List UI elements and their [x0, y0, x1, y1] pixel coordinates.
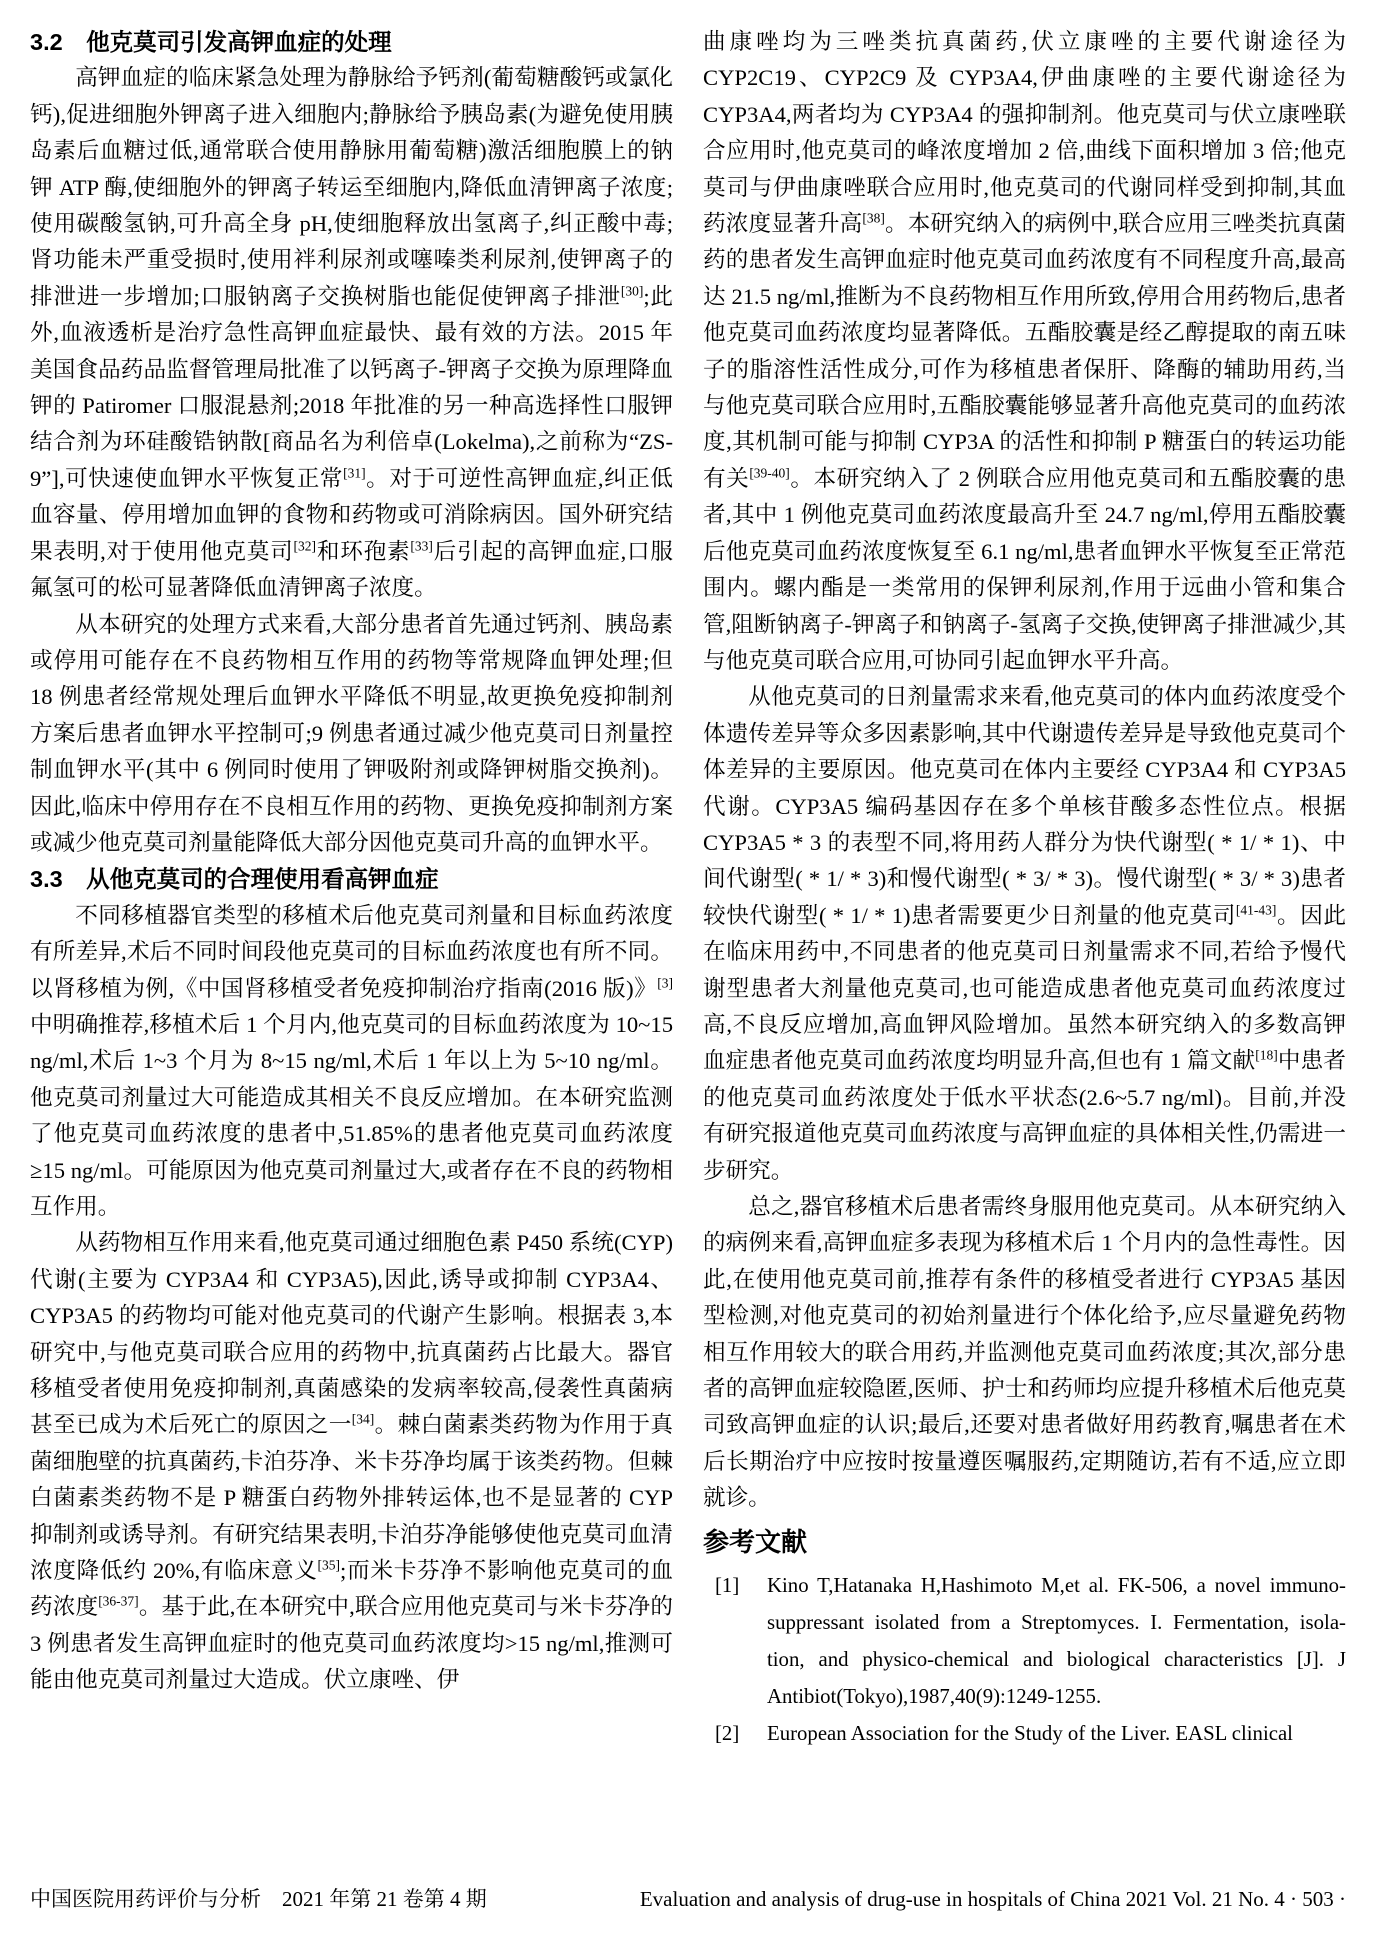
section-heading: 3.2 他克莫司引发高钾血症的处理: [30, 29, 392, 55]
citation-ref: [18]: [1255, 1047, 1278, 1063]
paragraph: 曲康唑均为三唑类抗真菌药,伏立康唑的主要代谢途径为 CYP2C19、CYP2C9 及 CYP3A4,伊曲康唑的主要代谢途径为 CYP3A4,两者均为 CYP3A4 的强抑制剂。他克莫司与伏立康唑联合应用时,他克莫司的峰浓度增加 2 倍,曲线下面积增加 3 倍;他克莫司与伊曲康唑联合应用时,他克莫司的代谢同样受到抑制,其血药浓度显著升高[38]。本研究纳入的病例中,联合应用三唑类抗真菌药的患者发生高钾血症时他克莫司血药浓度有不同程度升高,最高达 21.5 ng/ml,推断为不良药物相互作用所致,停用合用药物后,患者他克莫司血药浓度均显著降低。五酯胶囊是经乙醇提取的南五味子的脂溶性活性成分,可作为移植患者保肝、降酶的辅助用药,当与他克莫司联合应用时,五酯胶囊能够显著升高他克莫司的血药浓度,其机制可能与抑制 CYP3A 的活性和抑制 P 糖蛋白的转运功能有关[39-40]。本研究纳入了 2 例联合应用他克莫司和五酯胶囊的患者,其中 1 例他克莫司血药浓度最高升至 24.7 ng/ml,停用五酯胶囊后他克莫司血药浓度恢复至 6.1 ng/ml,患者血钾水平恢复至正常范围内。螺内酯是一类常用的保钾利尿剂,作用于远曲小管和集合管,阻断钠离子-钾离子和钠离子-氢离子交换,使钾离子排泄减少,其与他克莫司联合应用,可协同引起血钾水平升高。: [703, 29, 1347, 673]
citation-ref: [34]: [351, 1411, 375, 1427]
citation-ref: [41-43]: [1235, 902, 1277, 918]
paragraph: 从他克莫司的日剂量需求来看,他克莫司的体内血药浓度受个体遗传差异等众多因素影响,其中代谢遗传差异是导致他克莫司个体差异的主要原因。他克莫司在体内主要经 CYP3A4 和 CYP3A5 代谢。CYP3A5 编码基因存在多个单核苷酸多态性位点。根据 CYP3A5 * 3 的表型不同,将用药人群分为快代谢型( * 1/ * 1)、中间代谢型( * 1/ * 3)和慢代谢型( * 3/ * 3)。慢代谢型( * 3/ * 3)患者较快代谢型( * 1/ * 1)患者需要更少日剂量的他克莫司[41-43]。因此在临床用药中,不同患者的他克莫司日剂量需求不同,若给予慢代谢型患者大剂量他克莫司,也可能造成患者他克莫司血药浓度过高,不良反应增加,高血钾风险增加。虽然本研究纳入的多数高钾血症患者他克莫司血药浓度均明显升高,但也有 1 篇文献[18]中患者的他克莫司血药浓度处于低水平状态(2.6~5.7 ng/ml)。目前,并没有研究报道他克莫司血药浓度与高钾血症的具体相关性,仍需进一步研究。: [703, 684, 1347, 1183]
citation-ref: [35]: [317, 1557, 341, 1573]
reference-line: European Association for the Study of the Liver. EASL clinical: [767, 1721, 1293, 1745]
paragraph: 不同移植器官类型的移植术后他克莫司剂量和目标血药浓度有所差异,术后不同时间段他克莫司的目标血药浓度也有所不同。以肾移植为例,《中国肾移植受者免疫抑制治疗指南(2016 版)》[3]中明确推荐,移植术后 1 个月内,他克莫司的目标血药浓度为 10~15 ng/ml,术后 1~3 个月为 8~15 ng/ml,术后 1 年以上为 5~10 ng/ml。他克莫司剂量过大可能造成其相关不良反应增加。在本研究监测了他克莫司血药浓度的患者中,51.85%的患者他克莫司血药浓度≥15 ng/ml。可能原因为他克莫司剂量过大,或者存在不良的药物相互作用。: [30, 902, 673, 1219]
reference-item: [703, 1567, 1346, 1715]
citation-ref: [31]: [343, 465, 366, 481]
reference-line: Kino T,Hatanaka H,Hashimoto M,et al. FK-506, a novel immuno-: [767, 1573, 1346, 1597]
reference-number: [1]: [715, 1573, 740, 1597]
paragraph: 从药物相互作用来看,他克莫司通过细胞色素 P450 系统(CYP)代谢(主要为 CYP3A4 和 CYP3A5),因此,诱导或抑制 CYP3A4、CYP3A5 的药物均可能对他克莫司的代谢产生影响。根据表 3,本研究中,与他克莫司联合应用的药物中,抗真菌药占比最大。器官移植受者使用免疫抑制剂,真菌感染的发病率较高,侵袭性真菌病甚至已成为术后死亡的原因之一[34]。棘白菌素类药物为作用于真菌细胞壁的抗真菌药,卡泊芬净、米卡芬净均属于该类药物。但棘白菌素类药物不是 P 糖蛋白药物外排转运体,也不是显著的 CYP 抑制剂或诱导剂。有研究结果表明,卡泊芬净能够使他克莫司血清浓度降低约 20%,有临床意义[35];而米卡芬净不影响他克莫司的血药浓度[36-37]。基于此,在本研究中,联合应用他克莫司与米卡芬净的 3 例患者发生高钾血症时的他克莫司血药浓度均>15 ng/ml,推测可能由他克莫司剂量过大造成。伏立康唑、伊: [30, 1230, 674, 1693]
citation-ref: [33]: [410, 538, 433, 554]
reference-number: [2]: [715, 1721, 740, 1745]
page-footer: [30, 1884, 1346, 1914]
reference-line: suppressant isolated from a Streptomyces. I. Fermentation, isola-: [767, 1610, 1346, 1634]
paragraph: 高钾血症的临床紧急处理为静脉给予钙剂(葡萄糖酸钙或氯化钙),促进细胞外钾离子进入细胞内;静脉给予胰岛素(为避免使用胰岛素后血糖过低,通常联合使用静脉用葡萄糖)激活细胞膜上的钠钾 ATP 酶,使细胞外的钾离子转运至细胞内,降低血清钾离子浓度;使用碳酸氢钠,可升高全身 pH,使细胞释放出氢离子,纠正酸中毒;肾功能未严重受损时,使用袢利尿剂或噻嗪类利尿剂,使钾离子的排泄进一步增加;口服钠离子交换树脂也能促使钾离子排泄[30];此外,血液透析是治疗急性高钾血症最快、最有效的方法。2015 年美国食品药品监督管理局批准了以钙离子-钾离子交换为原理降血钾的 Patiromer 口服混悬剂;2018 年批准的另一种高选择性口服钾结合剂为环硅酸锆钠散[商品名为利倍卓(Lokelma),之前称为“ZS-9”],可快速使血钾水平恢复正常[31]。对于可逆性高钾血症,纠正低血容量、停用增加血钾的食物和药物或可消除病因。国外研究结果表明,对于使用他克莫司[32]和环孢素[33]后引起的高钾血症,口服氟氢可的松可显著降低血清钾离子浓度。: [30, 65, 674, 601]
right-column: [703, 24, 1346, 1752]
citation-ref: [38]: [862, 210, 885, 226]
paragraph: 从本研究的处理方式来看,大部分患者首先通过钙剂、胰岛素或停用可能存在不良药物相互作用的药物等常规降血钾处理;但 18 例患者经常规处理后血钾水平降低不明显,故更换免疫抑制剂方案后患者血钾水平控制可;9 例患者通过减少他克莫司日剂量控制血钾水平(其中 6 例同时使用了钾吸附剂或降钾树脂交换剂)。因此,临床中停用存在不良相互作用的药物、更换免疫抑制剂方案或减少他克莫司剂量能降低大部分因他克莫司升高的血钾水平。: [30, 611, 673, 855]
left-column: [30, 24, 673, 1752]
footer-journal-title-cn: 中国医院用药评价与分析 2021 年第 21 卷第 4 期: [30, 1887, 487, 1911]
references-heading: 参考文献: [703, 1526, 808, 1557]
citation-ref: [30]: [620, 283, 644, 299]
reference-line: Antibiot(Tokyo),1987,40(9):1249-1255.: [767, 1684, 1102, 1708]
reference-line: tion, and physico-chemical and biological characteristics [J]. J: [767, 1647, 1346, 1671]
citation-ref: [32]: [293, 538, 317, 554]
citation-ref: [36-37]: [98, 1593, 139, 1609]
footer-journal-title-en: Evaluation and analysis of drug-use in hospitals of China 2021 Vol. 21 No. 4 · 503 ·: [639, 1887, 1346, 1911]
section-heading: 3.3 从他克莫司的合理使用看高钾血症: [30, 866, 439, 893]
paragraph: 总之,器官移植术后患者需终身服用他克莫司。从本研究纳入的病例来看,高钾血症多表现为移植术后 1 个月内的急性毒性。因此,在使用他克莫司前,推荐有条件的移植受者进行 CYP3A5 基因型检测,对他克莫司的初始剂量进行个体化给予,应尽量避免药物相互作用较大的联合用药,并监测他克莫司血药浓度;其次,部分患者的高钾血症较隐匿,医师、护士和药师均应提升移植术后他克莫司致高钾血症的认识;最后,还要对患者做好用药教育,嘱患者在术后长期治疗中应按时按量遵医嘱服药,定期随访,若有不适,应立即就诊。: [703, 1194, 1346, 1511]
citation-ref: [39-40]: [749, 465, 790, 481]
reference-item: [703, 1715, 1346, 1752]
two-column-text-layout: [30, 24, 1346, 1752]
citation-ref: [3]: [657, 975, 673, 991]
